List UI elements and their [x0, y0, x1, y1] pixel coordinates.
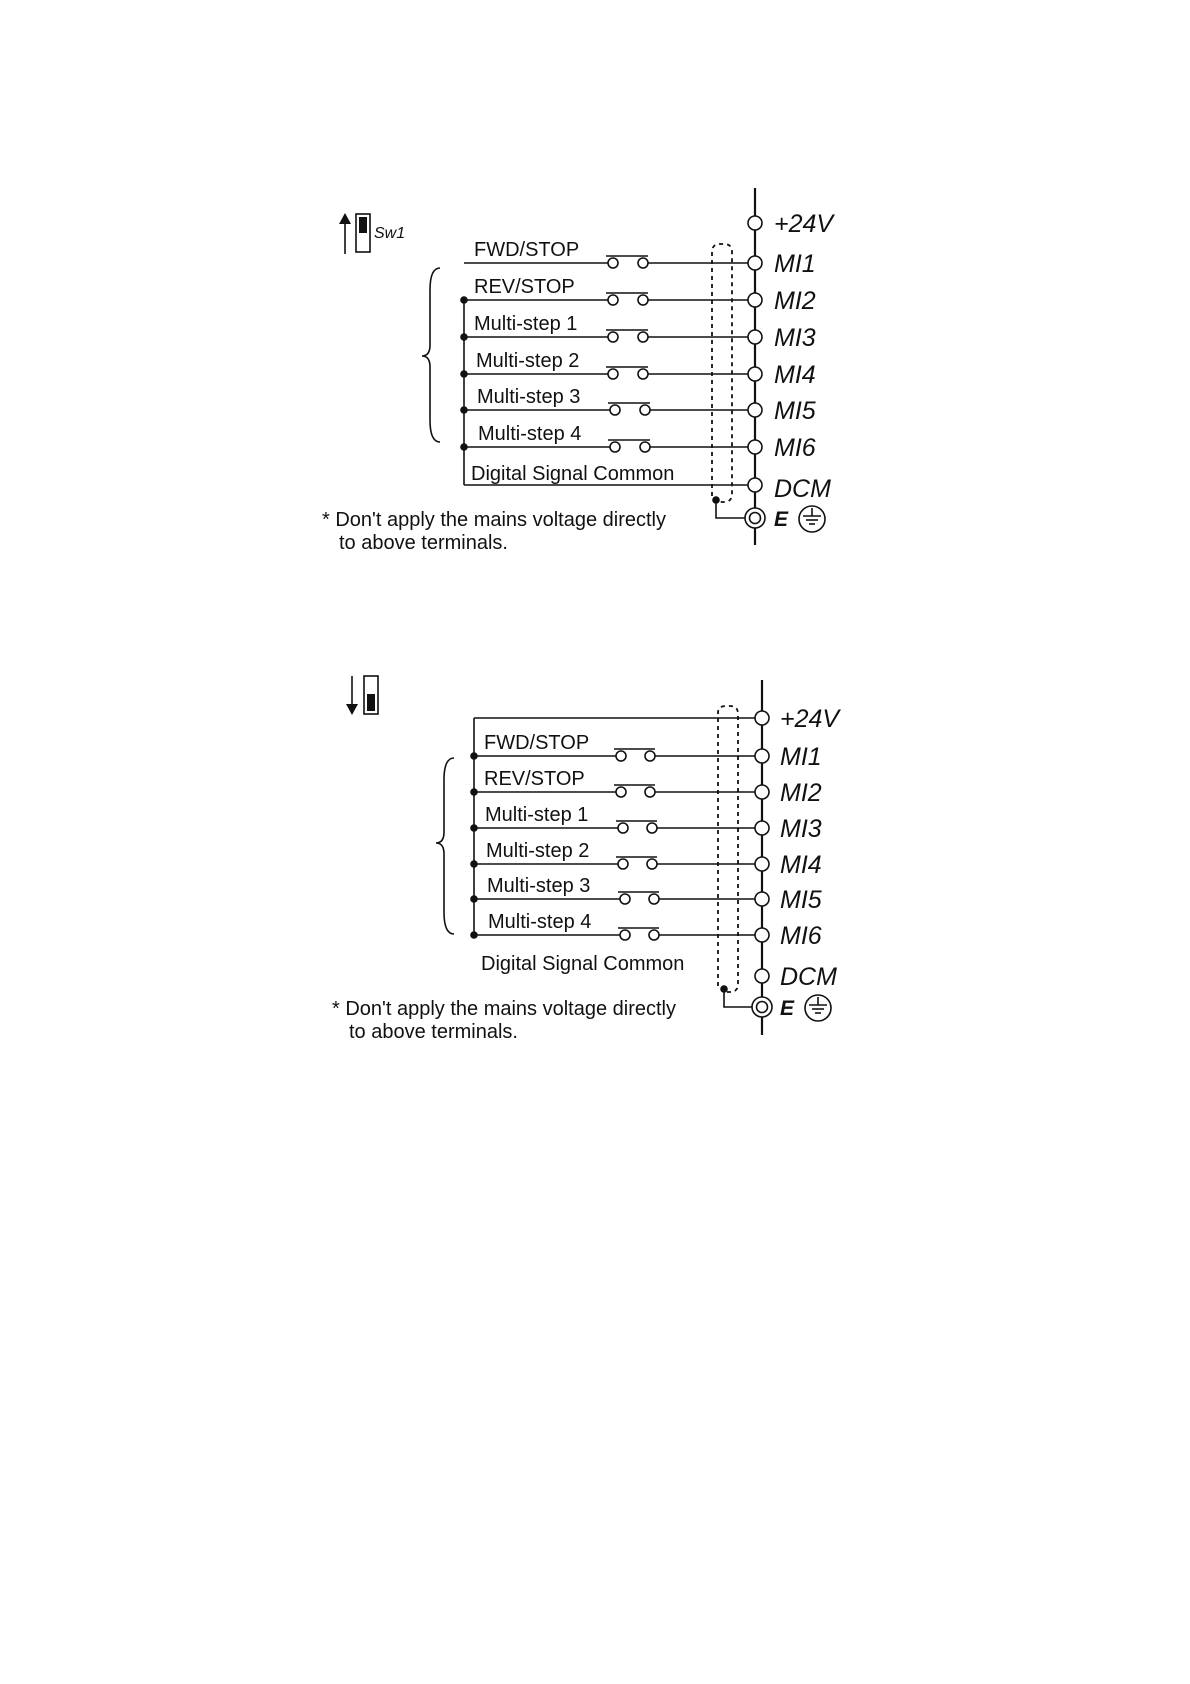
terminal-label-mi4: MI4 — [780, 851, 822, 879]
switch-sw1-up-icon — [339, 213, 370, 254]
input-brace — [436, 758, 454, 934]
input-label-ms3: Multi-step 3 — [477, 386, 581, 408]
input-label-ms1: Multi-step 1 — [474, 313, 578, 335]
shield-cable — [718, 706, 738, 992]
terminal-label-24v: +24V — [774, 210, 834, 238]
input-label-fwd: FWD/STOP — [474, 239, 580, 261]
note-line-2: to above terminals. — [339, 532, 508, 554]
shield-cable — [712, 244, 732, 502]
switch-label: Sw1 — [374, 225, 406, 242]
terminal-label-mi5: MI5 — [780, 886, 822, 914]
earth-terminal-icon — [752, 997, 772, 1017]
common-label: Digital Signal Common — [471, 463, 675, 485]
input-label-fwd: FWD/STOP — [484, 732, 590, 754]
terminal-label-mi3: MI3 — [774, 324, 816, 352]
terminal-label-mi3: MI3 — [780, 815, 822, 843]
terminal-label-mi1: MI1 — [774, 250, 816, 278]
input-label-ms2: Multi-step 2 — [486, 840, 590, 862]
input-label-ms3: Multi-step 3 — [487, 875, 591, 897]
input-label-ms4: Multi-step 4 — [478, 423, 582, 445]
terminal-label-mi1: MI1 — [780, 743, 822, 771]
input-label-ms1: Multi-step 1 — [485, 804, 589, 826]
input-label-ms4: Multi-step 4 — [488, 911, 592, 933]
switch-sw1-down-icon — [346, 676, 378, 715]
terminal-label-mi6: MI6 — [774, 434, 816, 462]
input-label-rev: REV/STOP — [484, 768, 585, 790]
terminal-label-mi6: MI6 — [780, 922, 822, 950]
terminal-label-mi2: MI2 — [774, 287, 816, 315]
input-label-rev: REV/STOP — [474, 276, 575, 298]
ground-symbol-icon — [805, 995, 831, 1021]
terminal-label-mi2: MI2 — [780, 779, 822, 807]
diagram-bottom — [332, 676, 841, 1043]
input-label-ms2: Multi-step 2 — [476, 350, 580, 372]
terminal-label-earth: E — [780, 997, 795, 1020]
note-line-2: to above terminals. — [349, 1021, 518, 1043]
diagram-top — [322, 188, 835, 554]
common-label: Digital Signal Common — [481, 953, 685, 975]
note-line-1: * Don't apply the mains voltage directly — [322, 509, 666, 531]
note-line-1: * Don't apply the mains voltage directly — [332, 998, 676, 1020]
terminal-label-dcm: DCM — [774, 475, 831, 503]
terminal-label-mi4: MI4 — [774, 361, 816, 389]
input-brace — [422, 268, 440, 442]
terminal-label-earth: E — [774, 508, 789, 531]
terminal-label-mi5: MI5 — [774, 397, 816, 425]
terminal-label-dcm: DCM — [780, 963, 837, 991]
earth-terminal-icon — [745, 508, 765, 528]
terminal-label-24v: +24V — [780, 705, 840, 733]
ground-symbol-icon — [799, 506, 825, 532]
